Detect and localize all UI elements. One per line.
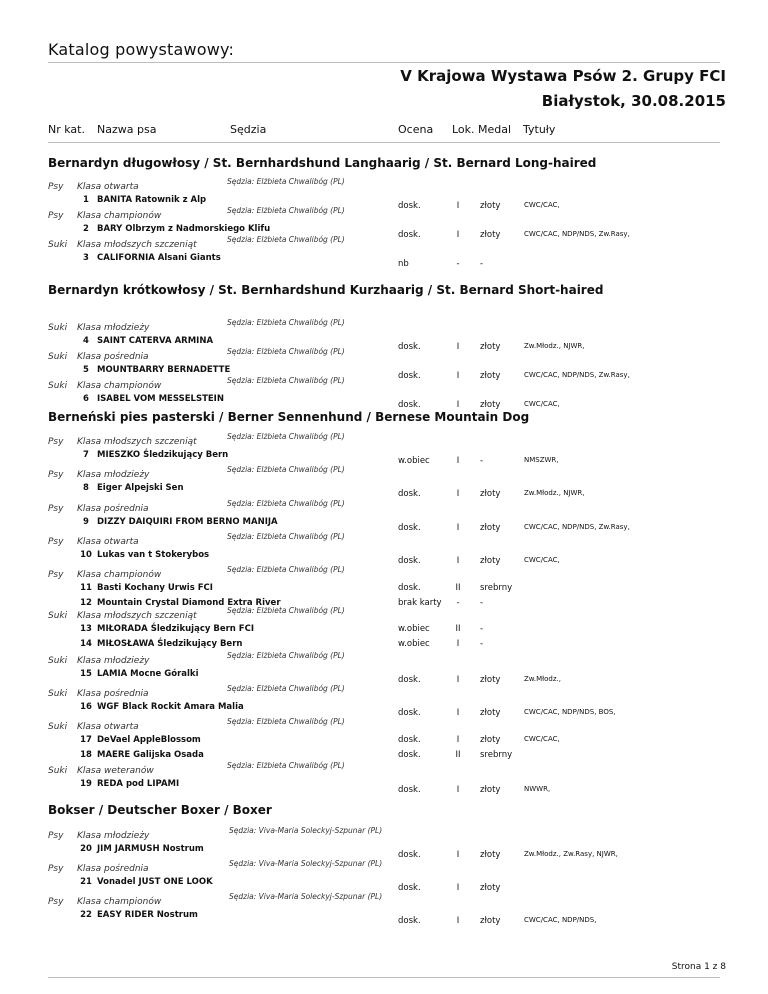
dog-number: 7 (83, 450, 89, 460)
group-sex: Psy (48, 864, 64, 874)
dog-medal: złoty (480, 850, 501, 860)
group-judge: Sędzia: Elżbieta Chwalibóg (PL) (227, 235, 345, 244)
group-class: Klasa pośrednia (77, 864, 149, 874)
dog-grade: dosk. (398, 489, 421, 499)
group-sex: Suki (48, 323, 68, 333)
group-class: Klasa weteranów (77, 766, 154, 776)
dog-titles: CWC/CAC, (524, 556, 560, 564)
dog-name: MAERE Galijska Osada (97, 750, 204, 760)
dog-name: SAINT CATERVA ARMINA (97, 336, 214, 346)
group-class: Klasa pośrednia (77, 352, 149, 362)
dog-place: II (455, 583, 461, 593)
dog-name: MIŁORADA Śledzikujący Bern FCI (97, 624, 255, 634)
dog-grade: dosk. (398, 883, 421, 893)
group-sex: Psy (48, 470, 64, 480)
dog-grade: dosk. (398, 230, 421, 240)
dog-medal: złoty (480, 342, 501, 352)
group-class: Klasa otwarta (77, 722, 139, 732)
group-sex: Suki (48, 611, 68, 621)
dog-place: I (456, 556, 460, 566)
dog-number: 6 (83, 394, 89, 404)
group-sex: Psy (48, 570, 64, 580)
group-judge: Sędzia: Elżbieta Chwalibóg (PL) (227, 206, 345, 215)
dog-name: REDA pod LIPAMI (97, 779, 180, 789)
group-sex: Psy (48, 211, 64, 221)
dog-number: 20 (80, 844, 92, 854)
group-class: Klasa młodzieży (77, 323, 150, 333)
group-judge: Sędzia: Elżbieta Chwalibóg (PL) (227, 684, 345, 693)
dog-name: BANITA Ratownik z Alp (97, 195, 207, 205)
dog-medal: złoty (480, 735, 501, 745)
dog-name: BARY Olbrzym z Nadmorskiego Klifu (97, 224, 271, 234)
col-name: Nazwa psa (97, 123, 157, 136)
dog-medal: złoty (480, 675, 501, 685)
dog-number: 8 (83, 483, 89, 493)
dog-name: Eiger Alpejski Sen (97, 483, 184, 493)
group-class: Klasa championów (77, 897, 162, 907)
group-class: Klasa pośrednia (77, 504, 149, 514)
header-rule (48, 62, 720, 63)
dog-grade: dosk. (398, 785, 421, 795)
dog-titles: Zw.Młodz., Zw.Rasy, NJWR, (524, 850, 618, 858)
dog-grade: dosk. (398, 201, 421, 211)
dog-place: - (456, 259, 460, 269)
col-medal: Medal (478, 123, 512, 136)
group-class: Klasa młodszych szczeniąt (77, 611, 197, 621)
dog-medal: złoty (480, 916, 501, 926)
group-judge: Sędzia: Elżbieta Chwalibóg (PL) (227, 651, 345, 660)
dog-grade: dosk. (398, 708, 421, 718)
col-titles: Tytuły (523, 123, 556, 136)
dog-medal: srebrny (480, 583, 513, 593)
group-judge: Sędzia: Elżbieta Chwalibóg (PL) (227, 318, 345, 327)
dog-number: 22 (80, 910, 92, 920)
dog-grade: dosk. (398, 916, 421, 926)
dog-medal: złoty (480, 523, 501, 533)
dog-grade: dosk. (398, 735, 421, 745)
group-sex: Suki (48, 240, 68, 250)
dog-name: Basti Kochany Urwis FCI (97, 583, 213, 593)
dog-name: Mountain Crystal Diamond Extra River (97, 598, 281, 608)
dog-place: I (456, 675, 460, 685)
dog-place: II (455, 750, 461, 760)
dog-number: 19 (80, 779, 92, 789)
columns-rule (48, 142, 720, 143)
group-judge: Sędzia: Viva-Maria Soleckyj-Szpunar (PL) (229, 859, 383, 868)
dog-number: 10 (80, 550, 92, 560)
dog-grade: nb (398, 259, 409, 269)
dog-name: Lukas van t Stokerybos (97, 550, 210, 560)
dog-place: I (456, 523, 460, 533)
group-class: Klasa pośrednia (77, 689, 149, 699)
group-class: Klasa championów (77, 211, 162, 221)
dog-titles: Zw.Młodz., NJWR, (524, 489, 585, 497)
dog-name: CALIFORNIA Alsani Giants (97, 253, 221, 263)
dog-grade: w.obiec (398, 624, 430, 634)
dog-name: WGF Black Rockit Amara Malia (97, 702, 244, 712)
dog-grade: w.obiec (398, 456, 430, 466)
group-sex: Psy (48, 897, 64, 907)
dog-medal: złoty (480, 785, 501, 795)
dog-medal: złoty (480, 201, 501, 211)
dog-name: DeVael AppleBlossom (97, 735, 201, 745)
breed-title: Berneński pies pasterski / Berner Sennenhund / Bernese Mountain Dog (48, 410, 530, 424)
group-judge: Sędzia: Viva-Maria Soleckyj-Szpunar (PL) (229, 826, 383, 835)
dog-name: ISABEL VOM MESSELSTEIN (97, 394, 224, 404)
group-sex: Suki (48, 381, 68, 391)
event-place-date: Białystok, 30.08.2015 (541, 92, 726, 110)
dog-grade: dosk. (398, 675, 421, 685)
dog-number: 21 (80, 877, 92, 887)
group-class: Klasa młodszych szczeniąt (77, 437, 197, 447)
group-class: Klasa otwarta (77, 182, 139, 192)
dog-name: JIM JARMUSH Nostrum (97, 844, 204, 854)
footer-rule (48, 977, 720, 978)
dog-name: DIZZY DAIQUIRI FROM BERNO MANIJA (97, 517, 278, 527)
dog-titles: CWC/CAC, (524, 400, 560, 408)
group-judge: Sędzia: Elżbieta Chwalibóg (PL) (227, 465, 345, 474)
dog-number: 12 (80, 598, 92, 608)
dog-medal: - (480, 456, 484, 466)
dog-grade: dosk. (398, 556, 421, 566)
dog-medal: złoty (480, 883, 501, 893)
col-nr: Nr kat. (48, 123, 85, 136)
dog-grade: w.obiec (398, 639, 430, 649)
group-judge: Sędzia: Elżbieta Chwalibóg (PL) (227, 347, 345, 356)
group-sex: Psy (48, 182, 64, 192)
group-judge: Sędzia: Elżbieta Chwalibóg (PL) (227, 606, 345, 615)
dog-place: I (456, 342, 460, 352)
dog-grade: brak karty (398, 598, 442, 608)
dog-name: EASY RIDER Nostrum (97, 910, 198, 920)
dog-titles: CWC/CAC, NDP/NDS, Zw.Rasy, (524, 230, 630, 238)
dog-titles: Zw.Młodz., (524, 675, 561, 683)
dog-place: I (456, 400, 460, 410)
col-place: Lok. (452, 123, 475, 136)
dog-grade: dosk. (398, 371, 421, 381)
dog-number: 11 (80, 583, 92, 593)
breed-title: Bokser / Deutscher Boxer / Boxer (48, 803, 272, 817)
group-sex: Psy (48, 437, 64, 447)
dog-titles: CWC/CAC, NDP/NDS, Zw.Rasy, (524, 371, 630, 379)
dog-place: I (456, 850, 460, 860)
group-judge: Sędzia: Elżbieta Chwalibóg (PL) (227, 432, 345, 441)
group-sex: Suki (48, 656, 68, 666)
group-judge: Sędzia: Elżbieta Chwalibóg (PL) (227, 376, 345, 385)
dog-medal: złoty (480, 371, 501, 381)
dog-place: I (456, 916, 460, 926)
group-sex: Suki (48, 689, 68, 699)
col-grade: Ocena (398, 123, 434, 136)
group-class: Klasa championów (77, 381, 162, 391)
dog-medal: srebrny (480, 750, 513, 760)
dog-number: 18 (80, 750, 92, 760)
col-judge: Sędzia (230, 123, 267, 136)
dog-number: 2 (83, 224, 89, 234)
dog-medal: złoty (480, 489, 501, 499)
dog-titles: Zw.Młodz., NJWR, (524, 342, 585, 350)
dog-place: I (456, 371, 460, 381)
dog-number: 14 (80, 639, 92, 649)
dog-place: I (456, 708, 460, 718)
dog-number: 3 (83, 253, 89, 263)
group-sex: Psy (48, 504, 64, 514)
dog-medal: - (480, 639, 484, 649)
catalog-title: Katalog powystawowy: (48, 40, 235, 59)
dog-number: 16 (80, 702, 92, 712)
group-judge: Sędzia: Elżbieta Chwalibóg (PL) (227, 565, 345, 574)
dog-place: I (456, 735, 460, 745)
dog-number: 17 (80, 735, 92, 745)
group-sex: Suki (48, 352, 68, 362)
group-sex: Suki (48, 766, 68, 776)
dog-place: - (456, 598, 460, 608)
dog-grade: dosk. (398, 850, 421, 860)
group-class: Klasa młodszych szczeniąt (77, 240, 197, 250)
group-class: Klasa młodzieży (77, 656, 150, 666)
dog-medal: - (480, 259, 484, 269)
dog-medal: złoty (480, 230, 501, 240)
dog-medal: - (480, 624, 484, 634)
dog-number: 1 (83, 195, 89, 205)
dog-number: 9 (83, 517, 89, 527)
group-judge: Sędzia: Viva-Maria Soleckyj-Szpunar (PL) (229, 892, 383, 901)
dog-titles: CWC/CAC, NDP/NDS, (524, 916, 597, 924)
dog-name: MIŁOSŁAWA Śledzikujący Bern (97, 639, 243, 649)
dog-grade: dosk. (398, 583, 421, 593)
dog-number: 4 (83, 336, 89, 346)
dog-place: I (456, 883, 460, 893)
group-class: Klasa otwarta (77, 537, 139, 547)
group-judge: Sędzia: Elżbieta Chwalibóg (PL) (227, 761, 345, 770)
dog-place: I (456, 785, 460, 795)
breed-title: Bernardyn krótkowłosy / St. Bernhardshund Kurzhaarig / St. Bernard Short-haired (48, 283, 604, 297)
dog-titles: NMSZWR, (524, 456, 559, 464)
dog-titles: CWC/CAC, NDP/NDS, Zw.Rasy, (524, 523, 630, 531)
dog-titles: CWC/CAC, NDP/NDS, BOS, (524, 708, 616, 716)
dog-place: I (456, 489, 460, 499)
dog-name: Vonadel JUST ONE LOOK (97, 877, 213, 887)
group-sex: Suki (48, 722, 68, 732)
dog-grade: dosk. (398, 400, 421, 410)
dog-place: I (456, 456, 460, 466)
breed-title: Bernardyn długowłosy / St. Bernhardshund Langhaarig / St. Bernard Long-haired (48, 156, 597, 170)
dog-number: 13 (80, 624, 92, 634)
dog-grade: dosk. (398, 523, 421, 533)
dog-titles: NWWR, (524, 785, 551, 793)
dog-medal: - (480, 598, 484, 608)
dog-medal: złoty (480, 708, 501, 718)
dog-name: LAMIA Mocne Góralki (97, 669, 199, 679)
group-judge: Sędzia: Elżbieta Chwalibóg (PL) (227, 532, 345, 541)
group-judge: Sędzia: Elżbieta Chwalibóg (PL) (227, 177, 345, 186)
group-class: Klasa młodzieży (77, 470, 150, 480)
group-sex: Psy (48, 537, 64, 547)
page-number: Strona 1 z 8 (671, 962, 726, 972)
group-judge: Sędzia: Elżbieta Chwalibóg (PL) (227, 717, 345, 726)
group-class: Klasa młodzieży (77, 831, 150, 841)
dog-place: I (456, 230, 460, 240)
dog-medal: złoty (480, 400, 501, 410)
dog-medal: złoty (480, 556, 501, 566)
dog-grade: dosk. (398, 342, 421, 352)
event-name: V Krajowa Wystawa Psów 2. Grupy FCI (400, 67, 726, 85)
dog-name: MIESZKO Śledzikujący Bern (97, 450, 229, 460)
dog-number: 15 (80, 669, 92, 679)
dog-titles: CWC/CAC, (524, 735, 560, 743)
group-class: Klasa championów (77, 570, 162, 580)
group-sex: Psy (48, 831, 64, 841)
dog-titles: CWC/CAC, (524, 201, 560, 209)
group-judge: Sędzia: Elżbieta Chwalibóg (PL) (227, 499, 345, 508)
dog-place: II (455, 624, 461, 634)
dog-number: 5 (83, 365, 89, 375)
dog-name: MOUNTBARRY BERNADETTE (97, 365, 231, 375)
dog-place: I (456, 639, 460, 649)
dog-grade: dosk. (398, 750, 421, 760)
dog-place: I (456, 201, 460, 211)
